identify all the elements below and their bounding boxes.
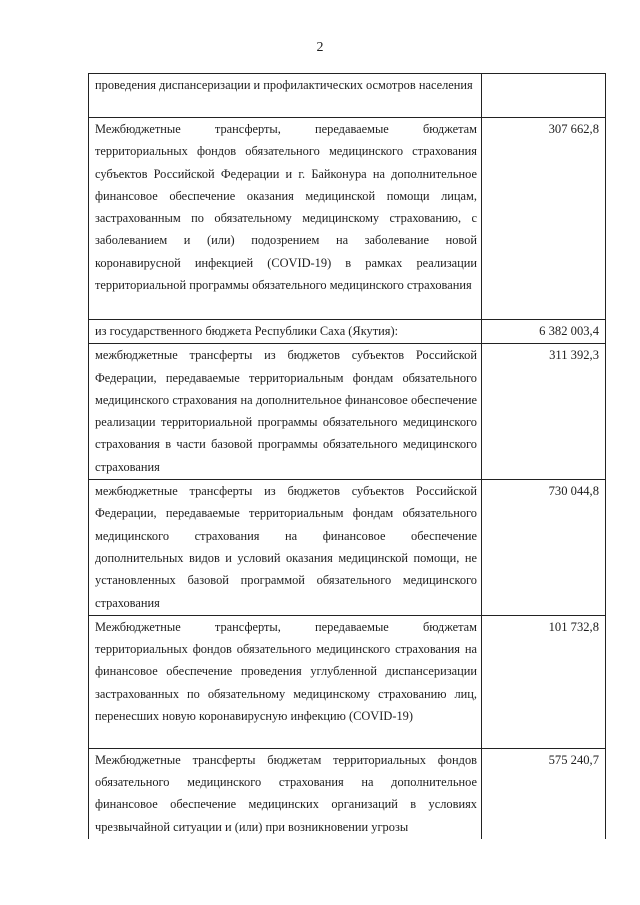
row-description: проведения диспансеризации и профилактических осмотров населения	[89, 74, 482, 118]
table-row	[89, 344, 606, 480]
table-row	[89, 118, 606, 320]
row-amount: 307 662,8	[482, 118, 606, 320]
budget-table	[88, 73, 606, 839]
row-amount	[482, 74, 606, 118]
row-amount: 575 240,7	[482, 748, 606, 839]
row-description: Межбюджетные трансферты бюджетам территориальных фондов обязательного медицинского страхования на дополнительное финансовое обеспечение медицинских организаций в условиях чрезвычайной ситуации и (или) при возникновении угрозы	[89, 748, 482, 839]
row-description: Межбюджетные трансферты, передаваемые бюджетам территориальных фондов обязательного медицинского страхования на финансовое обеспечение проведения углубленной диспансеризации застрахованных по обязательному медицинскому страхованию лиц, перенесших новую коронавирусную инфекцию (COVID-19)	[89, 615, 482, 748]
table-row	[89, 615, 606, 748]
row-amount: 101 732,8	[482, 615, 606, 748]
row-description: Межбюджетные трансферты, передаваемые бюджетам территориальных фондов обязательного медицинского страхования субъектов Российской Федерации и г. Байконура на дополнительное финансовое обеспечение оказания медицинской помощи лицам, застрахованным по обязательному медицинскому страхованию, с заболеванием и (или) подозрением на заболевание новой коронавирусной инфекцией (COVID-19) в рамках реализации территориальной программы обязательного медицинского страхования	[89, 118, 482, 320]
row-description: межбюджетные трансферты из бюджетов субъектов Российской Федерации, передаваемые территориальным фондам обязательного медицинского страхования на дополнительное финансовое обеспечение реализации территориальной программы обязательного медицинского страхования в части базовой программы обязательного медицинского страхования	[89, 344, 482, 480]
row-amount: 311 392,3	[482, 344, 606, 480]
page-number: 2	[316, 40, 324, 55]
row-amount: 6 382 003,4	[482, 320, 606, 344]
table-row	[89, 74, 606, 118]
table-row	[89, 320, 606, 344]
row-amount: 730 044,8	[482, 480, 606, 616]
table-row	[89, 480, 606, 616]
row-description: из государственного бюджета Республики Саха (Якутия):	[89, 320, 482, 344]
row-description: межбюджетные трансферты из бюджетов субъектов Российской Федерации, передаваемые территориальным фондам обязательного медицинского страхования на финансовое обеспечение дополнительных видов и условий оказания медицинской помощи, не установленных базовой программой обязательного медицинского страхования	[89, 480, 482, 616]
table-row	[89, 748, 606, 839]
